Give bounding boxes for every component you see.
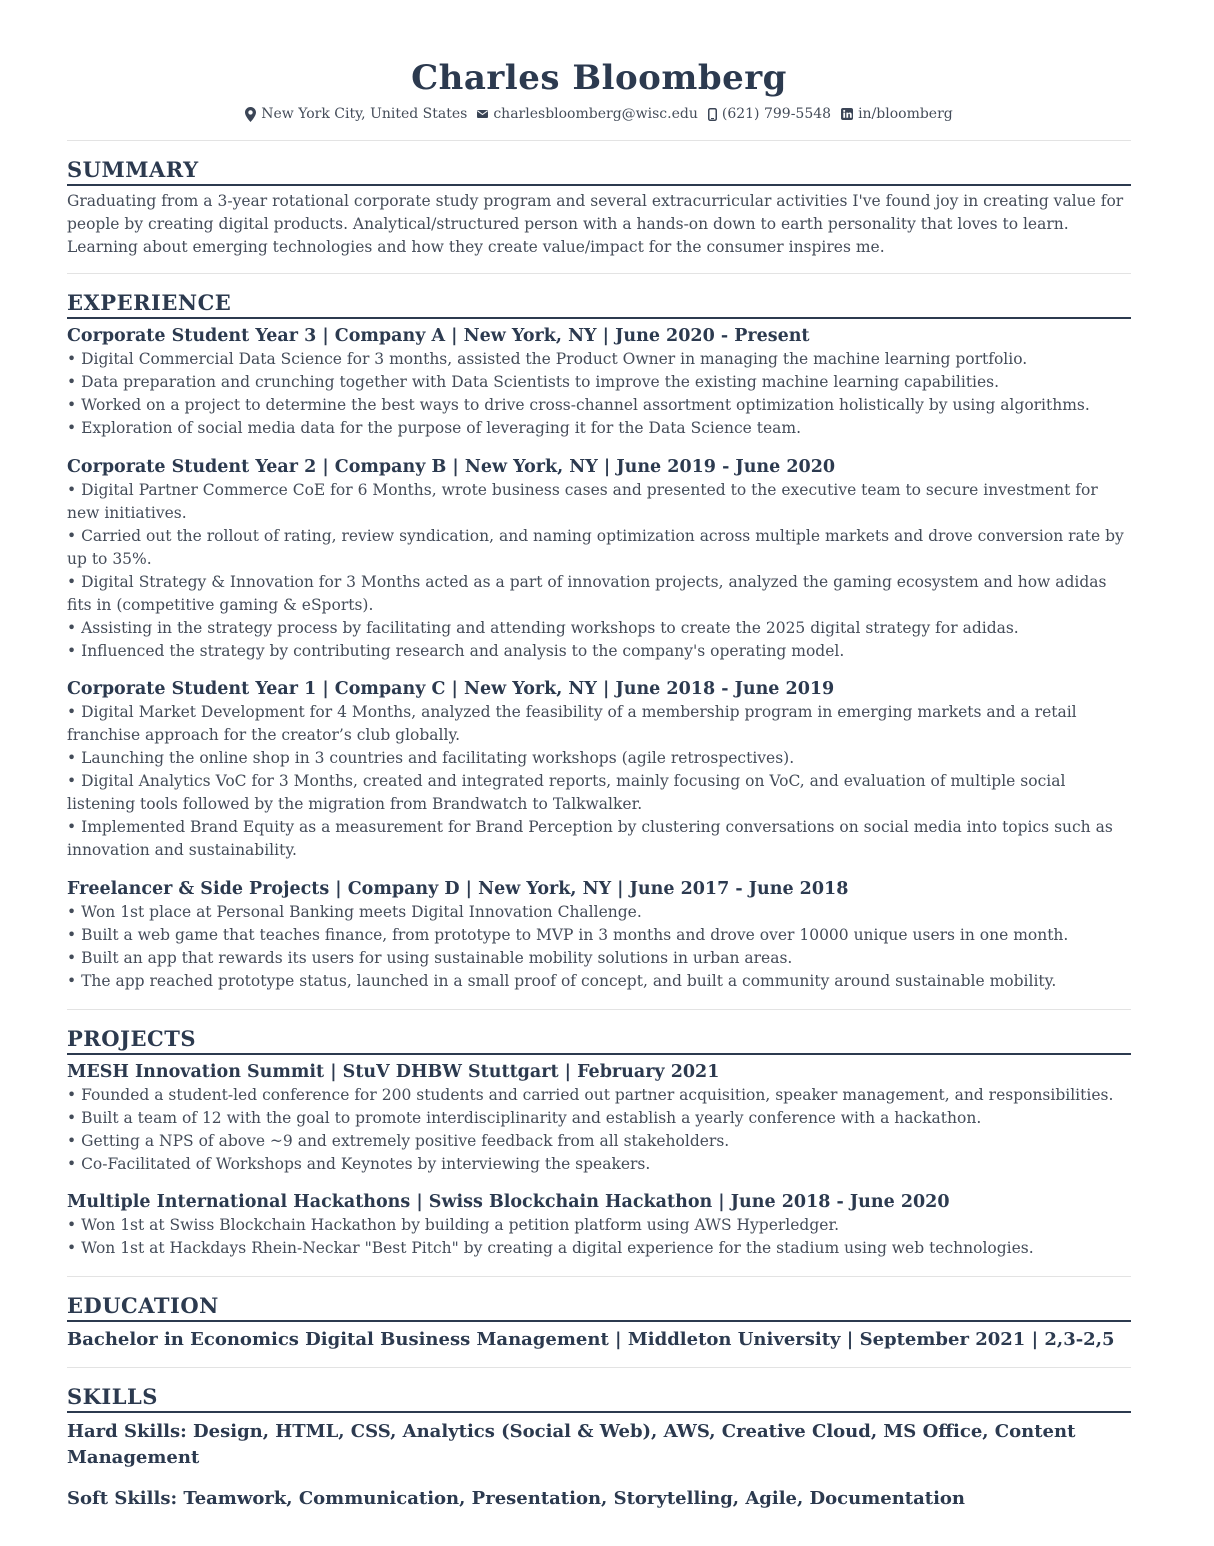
divider (67, 1276, 1131, 1277)
project-bullet: • Co-Facilitated of Workshops and Keynotes by interviewing the speakers. (67, 1155, 651, 1173)
candidate-name: Charles Bloomberg (411, 58, 787, 98)
contact-bar (67, 104, 1131, 124)
summary-heading: SUMMARY (67, 156, 1131, 186)
divider (67, 1367, 1131, 1368)
divider (67, 140, 1131, 141)
experience-bullet: • Digital Partner Commerce CoE for 6 Months, wrote business cases and presented to the executive team to secure investment for new initiatives. (67, 481, 1098, 522)
contact-location (245, 104, 467, 124)
project-entry-title: Multiple International Hackathons | Swiss Blockchain Hackathon | June 2018 - June 2020 (67, 1192, 950, 1212)
divider (67, 1009, 1131, 1010)
summary-text: Graduating from a 3-year rotational corporate study program and several extracurricular activities I've found joy in creating value for people by creating digital products. Analytical/structured person with a hands-on down to earth personality that loves to learn. Learning about emerging technologies and how they create value/impact for the consumer inspires me. (67, 192, 1124, 256)
experience-entry-title: Freelancer & Side Projects | Company D | New York, NY | June 2017 - June 2018 (67, 879, 849, 899)
experience-bullet: • Won 1st place at Personal Banking meets Digital Innovation Challenge. (67, 903, 642, 921)
location-pin-icon (245, 107, 256, 122)
education-heading: EDUCATION (67, 1292, 1131, 1322)
linkedin-icon (841, 108, 853, 120)
project-bullet: • Built a team of 12 with the goal to promote interdisciplinarity and establish a yearly conference with a hackathon. (67, 1109, 982, 1127)
project-entry (67, 1060, 1131, 1176)
resume-page (67, 58, 1131, 1512)
location-text: New York City, United States (261, 106, 468, 122)
project-bullet: • Won 1st at Swiss Blockchain Hackathon by building a petition platform using AWS Hyperledger. (67, 1216, 840, 1234)
skills-heading: SKILLS (67, 1383, 1131, 1413)
experience-bullet: • Exploration of social media data for the purpose of leveraging it for the Data Science team. (67, 419, 802, 437)
experience-section (67, 289, 1131, 993)
project-bullet: • Won 1st at Hackdays Rhein-Neckar "Best Pitch" by creating a digital experience for the stadium using web technologies. (67, 1239, 1034, 1257)
experience-bullet: • Digital Strategy & Innovation for 3 Months acted as a part of innovation projects, analyzed the gaming ecosystem and how adidas fits in (competitive gaming & eSports). (67, 573, 1107, 614)
experience-bullet: • Launching the online shop in 3 countries and facilitating workshops (agile retrospectives). (67, 749, 795, 767)
experience-entry (67, 324, 1131, 440)
hard-skills: Hard Skills: Design, HTML, CSS, Analytics (Social & Web), AWS, Creative Cloud, MS Office, Content Management (67, 1421, 1076, 1468)
linkedin-text[interactable]: in/bloomberg (858, 106, 953, 122)
experience-entry (67, 455, 1131, 663)
experience-bullet: • Carried out the rollout of rating, review syndication, and naming optimization across multiple markets and drove conversion rate by up to 35%. (67, 527, 1124, 568)
phone-icon (708, 108, 717, 121)
experience-bullet: • Implemented Brand Equity as a measurement for Brand Perception by clustering conversations on social media into topics such as innovation and sustainability. (67, 818, 1113, 859)
experience-bullet: • Digital Commercial Data Science for 3 months, assisted the Product Owner in managing the machine learning portfolio. (67, 350, 1028, 368)
experience-entry-title: Corporate Student Year 2 | Company B | New York, NY | June 2019 - June 2020 (67, 457, 836, 477)
skills-section (67, 1383, 1131, 1512)
soft-skills: Soft Skills: Teamwork, Communication, Presentation, Storytelling, Agile, Documentation (67, 1488, 966, 1509)
experience-bullet: • Digital Analytics VoC for 3 Months, created and integrated reports, mainly focusing on VoC, and evaluation of multiple social listening tools followed by the migration from Brandwatch to Talkwalker. (67, 772, 1066, 813)
projects-heading: PROJECTS (67, 1025, 1131, 1055)
experience-entry-title: Corporate Student Year 1 | Company C | New York, NY | June 2018 - June 2019 (67, 679, 835, 699)
experience-bullet: • Built an app that rewards its users for using sustainable mobility solutions in urban areas. (67, 949, 793, 967)
experience-bullet: • Data preparation and crunching together with Data Scientists to improve the existing machine learning capabilities. (67, 373, 1000, 391)
project-bullet: • Founded a student-led conference for 200 students and carried out partner acquisition, speaker management, and responsibilities. (67, 1086, 1114, 1104)
experience-bullet: • Assisting in the strategy process by facilitating and attending workshops to create the 2025 digital strategy for adidas. (67, 619, 1019, 637)
project-bullet: • Getting a NPS of above ~9 and extremely positive feedback from all stakeholders. (67, 1132, 730, 1150)
experience-entry (67, 677, 1131, 862)
email-text[interactable]: charlesbloomberg@wisc.edu (493, 106, 698, 122)
experience-bullet: • Digital Market Development for 4 Months, analyzed the feasibility of a membership program in emerging markets and a retail franchise approach for the creator’s club globally. (67, 703, 1077, 744)
phone-text[interactable]: (621) 799-5548 (721, 106, 832, 122)
project-entry (67, 1190, 1131, 1260)
divider (67, 273, 1131, 274)
experience-bullet: • Influenced the strategy by contributing research and analysis to the company's operating model. (67, 642, 845, 660)
experience-bullet: • The app reached prototype status, launched in a small proof of concept, and built a community around sustainable mobility. (67, 972, 1057, 990)
experience-bullet: • Built a web game that teaches finance, from prototype to MVP in 3 months and drove over 10000 unique users in one month. (67, 926, 1069, 944)
education-section (67, 1292, 1131, 1353)
projects-section (67, 1025, 1131, 1260)
contact-email[interactable] (477, 104, 698, 124)
summary-section (67, 156, 1131, 259)
experience-heading: EXPERIENCE (67, 289, 1131, 319)
project-entry-title: MESH Innovation Summit | StuV DHBW Stuttgart | February 2021 (67, 1062, 720, 1082)
envelope-icon (477, 110, 488, 118)
contact-phone[interactable] (708, 104, 831, 124)
experience-bullet: • Worked on a project to determine the best ways to drive cross-channel assortment optimization holistically by using algorithms. (67, 396, 1090, 414)
experience-entry (67, 877, 1131, 993)
contact-linkedin[interactable] (841, 104, 953, 124)
education-degree: Bachelor in Economics Digital Business Management | Middleton University | September 2021 | 2,3-2,5 (67, 1329, 1115, 1350)
experience-entry-title: Corporate Student Year 3 | Company A | New York, NY | June 2020 - Present (67, 326, 810, 346)
